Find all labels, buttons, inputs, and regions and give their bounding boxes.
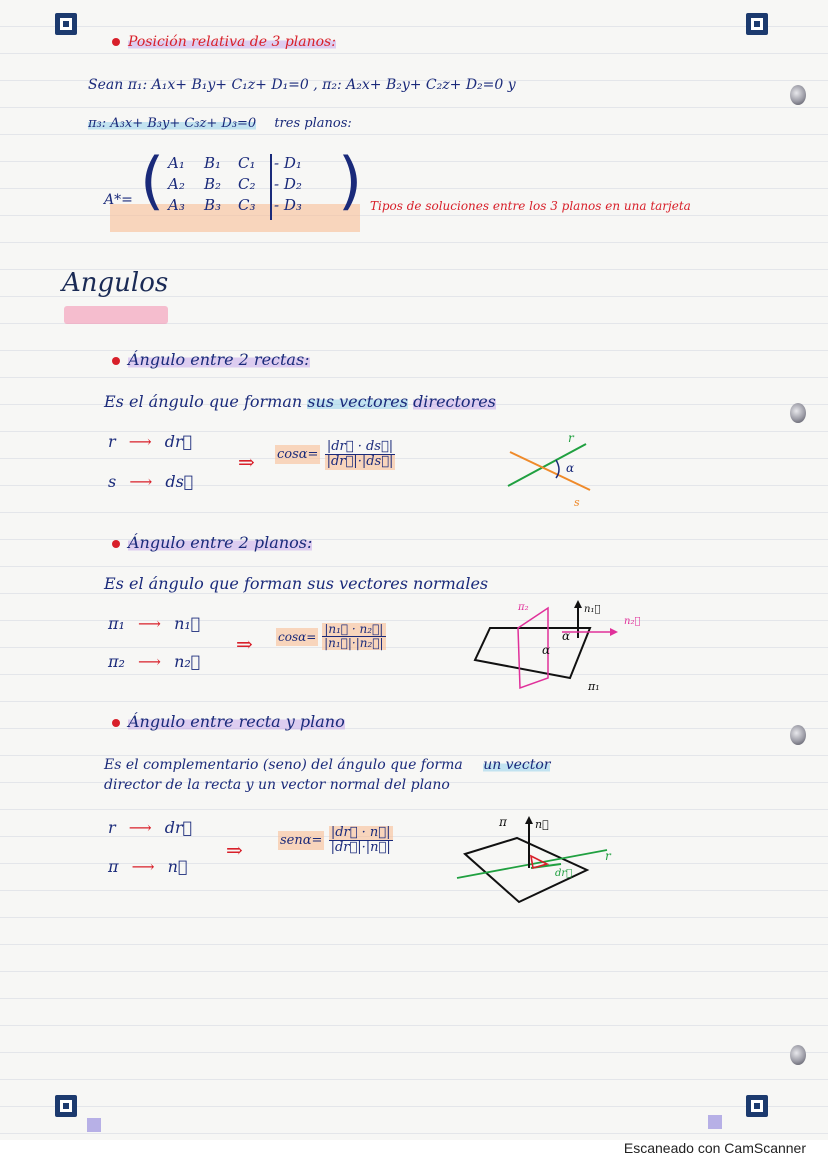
map-right: dr⃗	[164, 818, 193, 837]
matrix-cell: A₂	[168, 175, 185, 193]
matrix-cell: - D₃	[274, 196, 302, 214]
binder-hole-1	[790, 85, 806, 105]
planes-angle-definition: Es el ángulo que forman sus vectores normales	[104, 574, 489, 593]
diagram-label-r: r	[568, 431, 574, 445]
lines-angle-definition	[104, 392, 496, 411]
matrix-label: A*=	[104, 192, 133, 208]
diagram-label-s: s	[574, 496, 580, 509]
diagram-label-pi: π	[499, 815, 507, 829]
lines-def-a: Es el ángulo que forman	[104, 392, 303, 411]
planes-map-2	[108, 652, 200, 671]
map-right: n₁⃗	[174, 614, 201, 633]
matrix-row-2	[168, 175, 314, 194]
matrix-cell: A₃	[168, 196, 185, 214]
lines-map-s	[108, 472, 193, 491]
lines-formula-lhs: cosα=	[277, 447, 319, 463]
planes-formula-num: |n₁⃗ · n₂⃗|	[322, 623, 385, 637]
map-left: r	[108, 818, 116, 837]
line-plane-def-1a: Es el complementario (seno) del ángulo que forma	[104, 757, 463, 773]
map-left: r	[108, 432, 116, 451]
diagram-label-dr: dr⃗	[555, 868, 573, 879]
diagram-label-pi1: π₁	[588, 680, 600, 693]
line-plane-angle-title	[112, 712, 345, 731]
bullet-dot	[112, 357, 120, 365]
diagram-label-alpha: α	[566, 461, 575, 475]
map-left: π₂	[108, 652, 125, 671]
matrix-row-3	[168, 196, 314, 215]
lines-angle-diagram	[500, 430, 610, 510]
bullet-dot	[112, 540, 120, 548]
normal-n2-arrowhead	[610, 628, 618, 636]
scanner-watermark: Escaneado con CamScanner	[623, 1140, 806, 1156]
lines-map-r	[108, 432, 192, 451]
line-r	[508, 444, 586, 486]
normal-n-arrowhead	[525, 816, 533, 824]
diagram-label-alpha1: α	[562, 629, 571, 643]
plane-pi1	[475, 628, 590, 678]
diagram-label-r: r	[605, 849, 611, 863]
line-plane-implies-arrow: ⇒	[226, 838, 243, 862]
planes-definition-line1: Sean π₁: A₁x+ B₁y+ C₁z+ D₁=0 , π₂: A₂x+ B₂y+ C₂z+ D₂=0 y	[88, 77, 516, 93]
line-plane-title-text: Ángulo entre recta y plano	[128, 712, 345, 731]
lines-def-b: sus vectores	[307, 392, 408, 411]
planes-formula-lhs: cosα=	[278, 629, 317, 644]
map-right: n₂⃗	[174, 652, 201, 671]
line-plane-def-1b: un vector	[483, 757, 551, 773]
augmented-matrix-block	[104, 144, 363, 232]
matrix-cell: B₂	[204, 175, 222, 193]
map-arrow: ⟶	[129, 472, 153, 491]
heading-highlight	[64, 306, 168, 324]
heading-angulos	[62, 268, 168, 298]
diagram-label-n: n⃗	[535, 818, 549, 831]
matrix-cell: - D₂	[274, 175, 302, 193]
scanner-footer	[0, 1140, 828, 1171]
map-arrow: ⟶	[138, 652, 161, 671]
planes-angle-title	[112, 533, 312, 552]
line-plane-map-r	[108, 818, 192, 837]
line-plane-definition-1	[104, 757, 550, 773]
diagram-label-pi2: π₂	[518, 602, 529, 613]
square-marker-bottom-right	[708, 1115, 722, 1129]
diagram-label-n1: n₁⃗	[584, 604, 601, 615]
planes-formula-den: |n₁⃗|·|n₂⃗|	[324, 636, 384, 651]
line-plane-formula-num: |dr⃗ · n⃗|	[329, 826, 393, 841]
map-left: s	[108, 472, 117, 491]
lines-formula	[275, 440, 395, 470]
lines-angle-title-text: Ángulo entre 2 rectas:	[128, 350, 310, 369]
diagram-label-n2: n₂⃗	[624, 616, 641, 627]
matrix-cell: C₃	[238, 196, 256, 214]
position-title-text: Posición relativa de 3 planos:	[128, 34, 336, 50]
planes-implies-arrow: ⇒	[236, 632, 253, 656]
bullet-dot	[112, 38, 120, 46]
line-plane-definition-2: director de la recta y un vector normal del plano	[104, 777, 450, 793]
matrix-cell: - D₁	[274, 154, 302, 172]
diagram-label-alpha2: α	[542, 643, 551, 657]
matrix-cell: A₁	[168, 154, 185, 172]
normal-n1-arrowhead	[574, 600, 582, 608]
map-left: π	[108, 857, 119, 876]
line-plane-formula	[278, 826, 393, 856]
matrix-left-bracket: (	[140, 144, 165, 217]
line-plane-diagram	[455, 812, 625, 912]
planes-map-1	[108, 614, 200, 633]
binder-hole-2	[790, 403, 806, 423]
planes-formula-fraction	[322, 623, 385, 650]
heading-text: Angulos	[62, 268, 169, 298]
binder-hole-4	[790, 1045, 806, 1065]
map-right: dr⃗	[164, 432, 193, 451]
planes-angle-diagram	[470, 598, 650, 698]
corner-marker-bottom-right	[746, 1095, 768, 1117]
line-plane-formula-fraction	[329, 826, 393, 856]
map-right: n⃗	[167, 857, 188, 876]
corner-marker-bottom-left	[55, 1095, 77, 1117]
map-arrow: ⟶	[131, 857, 155, 876]
plane3-equation: π₃: A₃x+ B₃y+ C₃z+ D₃=0	[88, 116, 257, 131]
corner-marker-top-right	[746, 13, 768, 35]
map-arrow: ⟶	[138, 614, 161, 633]
matrix-cell: B₁	[204, 154, 222, 172]
lines-formula-den: |dr⃗|·|ds⃗|	[326, 454, 394, 470]
matrix-right-bracket: )	[338, 144, 363, 217]
lines-angle-title	[112, 350, 310, 369]
corner-marker-top-left	[55, 13, 77, 35]
line-plane-formula-lhs: senα=	[280, 833, 323, 849]
planes-formula	[276, 623, 386, 650]
map-arrow: ⟶	[128, 818, 152, 837]
matrix-cell: C₁	[238, 154, 256, 172]
lines-def-c: directores	[413, 392, 496, 411]
map-arrow: ⟶	[128, 432, 152, 451]
matrix-row-1	[168, 154, 314, 173]
line-plane-formula-den: |dr⃗|·|n⃗|	[330, 840, 391, 856]
map-right: ds⃗	[165, 472, 194, 491]
lines-formula-num: |dr⃗ · ds⃗|	[325, 440, 396, 455]
planes-definition-line2	[88, 116, 352, 131]
lines-formula-fraction	[325, 440, 396, 470]
line-s	[510, 452, 590, 490]
map-left: π₁	[108, 614, 125, 633]
section-position-title	[112, 34, 336, 50]
line-plane-map-pi	[108, 857, 188, 876]
binder-hole-3	[790, 725, 806, 745]
solutions-note: Tipos de soluciones entre los 3 planos en una tarjeta	[370, 199, 691, 213]
bullet-dot	[112, 719, 120, 727]
lines-implies-arrow: ⇒	[238, 450, 255, 474]
matrix-cell: B₃	[204, 196, 222, 214]
square-marker-bottom-left	[87, 1118, 101, 1132]
three-planes-label: tres planos:	[274, 116, 352, 131]
matrix-cell: C₂	[238, 175, 256, 193]
planes-angle-title-text: Ángulo entre 2 planos:	[128, 533, 313, 552]
